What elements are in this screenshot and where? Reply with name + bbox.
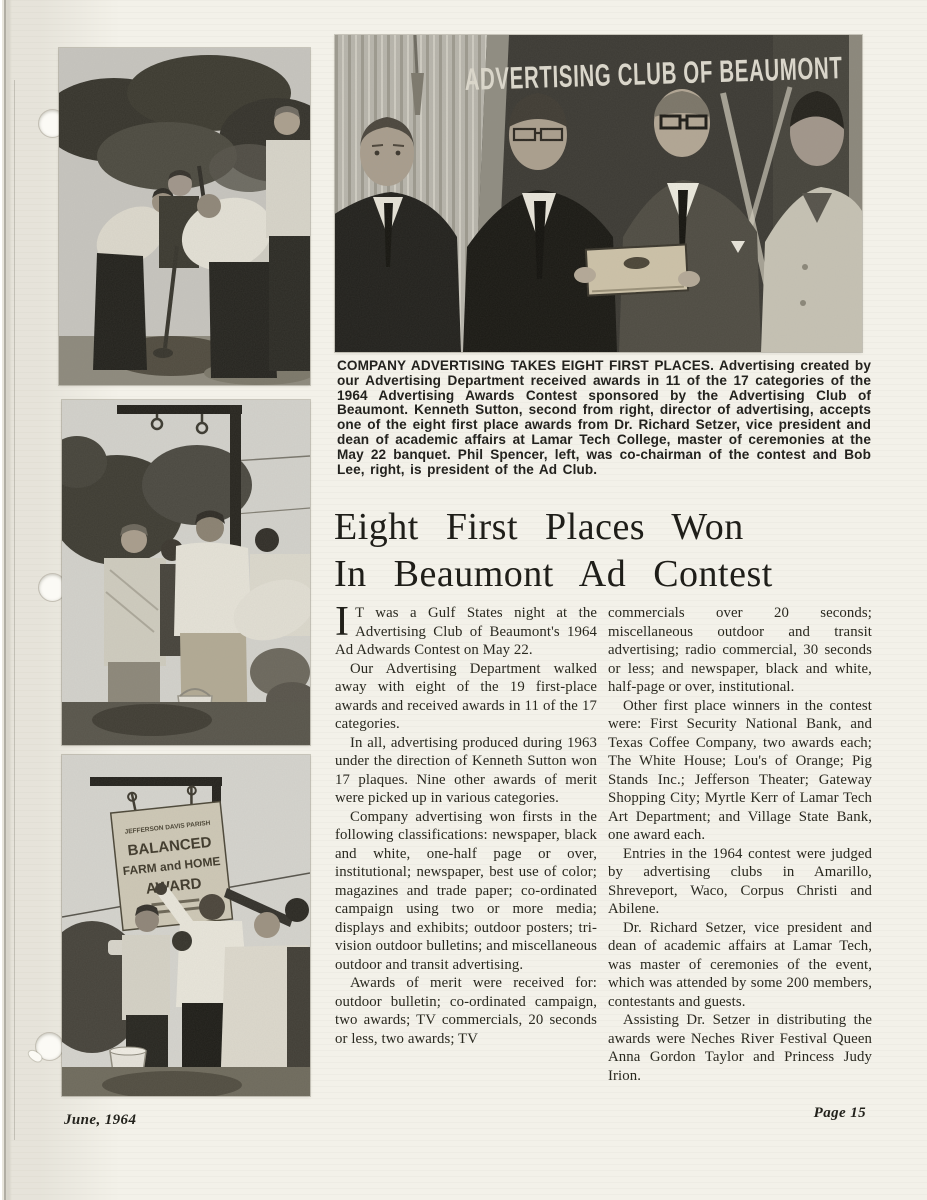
- article-paragraph: Other first place winners in the contest were: First Security National Bank, and Texas Coffee Company, two awards each; The White House; Lou's of Orange; Pig Stands Inc.; Jefferson Theater; Gateway Shopping City; Myrtle Kerr of Lamar Tech Art Department; and Village State Bank, one award each.: [608, 697, 872, 843]
- caption-body: Advertising created by our Advertising Department received awards in 11 of the 17 categories of the 1964 Advertising Awards Contest sponsored by the Advertising Club of Beaumont. Kenneth Sutton, second from right, director of advertising, accepts one of the eight first place awards from Dr. Richard Setzer, vice president and dean of academic affairs at Lamar Tech College, master of ceremonies at the May 22 banquet. Phil Spencer, left, was co-chairman of the contest and Bob Lee, right, is president of the Ad Club.: [337, 358, 871, 477]
- photo-ad-club-banquet: [335, 35, 862, 352]
- photo-award-sign-illustration: [62, 755, 310, 1096]
- photo-tree-planting: [59, 48, 310, 385]
- article-paragraph: Awards of merit were received for: outdoor bulletin; co-ordinated campaign, two awards; TV commercials, 20 seconds or less, two awards; TV: [335, 975, 597, 1047]
- article-paragraph: Dr. Richard Setzer, vice president and dean of academic affairs at Lamar Tech, was master of ceremonies of the event, which was attended by some 200 members, contestants and guests.: [608, 919, 872, 1010]
- scan-edge-artifact: [0, 0, 12, 1200]
- page-number: Page 15: [813, 1105, 866, 1121]
- caption-lead: COMPANY ADVERTISING TAKES EIGHT FIRST PLACES.: [337, 358, 714, 373]
- article-paragraph: commercials over 20 seconds; miscellaneous outdoor and transit advertising; radio commercial, 30 seconds or less; and newspaper, black and white, half-page or over, institutional.: [608, 605, 872, 695]
- article-headline: [334, 504, 874, 598]
- issue-date: June, 1964: [64, 1112, 137, 1128]
- headline-line-2: In Beaumont Ad Contest: [334, 553, 773, 595]
- photo-tree-planting-illustration: [59, 48, 310, 385]
- article-paragraph: Company advertising won firsts in the following classifications: newspaper, black and white, one-half page or over, institutional; newspaper, best use of color; magazines and trade paper; co-ordinated campaign using two or more media; displays and exhibits; outdoor posters; tri-vision outdoor bulletins; and miscellaneous outdoor and transit advertising.: [335, 808, 597, 973]
- photo-sign-post-crowd: [62, 400, 310, 745]
- photo-caption: [337, 359, 871, 477]
- scan-line-artifact: [14, 80, 15, 1140]
- article-paragraph: Assisting Dr. Setzer in distributing the awards were Neches River Festival Queen Anna Gordon Taylor and Princess Judy Irion.: [608, 1012, 872, 1084]
- intro-text: T was a Gulf States night at the Advertising Club of Beaumont's 1964 Ad Adwards Contest on May 22.: [335, 605, 597, 658]
- photo-sign-post-illustration: [62, 400, 310, 745]
- article-paragraph: Our Advertising Department walked away with eight of the 19 first-place awards and received awards in 11 of the 17 categories.: [335, 660, 597, 732]
- article-paragraph: Entries in the 1964 contest were judged by advertising clubs in Amarillo, Shreveport, Waco, Corpus Christi and Abilene.: [608, 845, 872, 917]
- article-paragraph: In all, advertising produced during 1963 under the direction of Kenneth Sutton won 17 plaques. Nine other awards of merit were picked up in various categories.: [335, 734, 597, 806]
- photo-banquet-illustration: [335, 35, 862, 352]
- dropcap: I: [335, 599, 350, 645]
- headline-line-1: Eight First Places Won: [334, 506, 744, 548]
- article-column-right: [608, 604, 872, 1085]
- article-intro-paragraph: [335, 599, 597, 660]
- article-column-left: [335, 599, 597, 1048]
- photo-balanced-farm-award-sign: [62, 755, 310, 1096]
